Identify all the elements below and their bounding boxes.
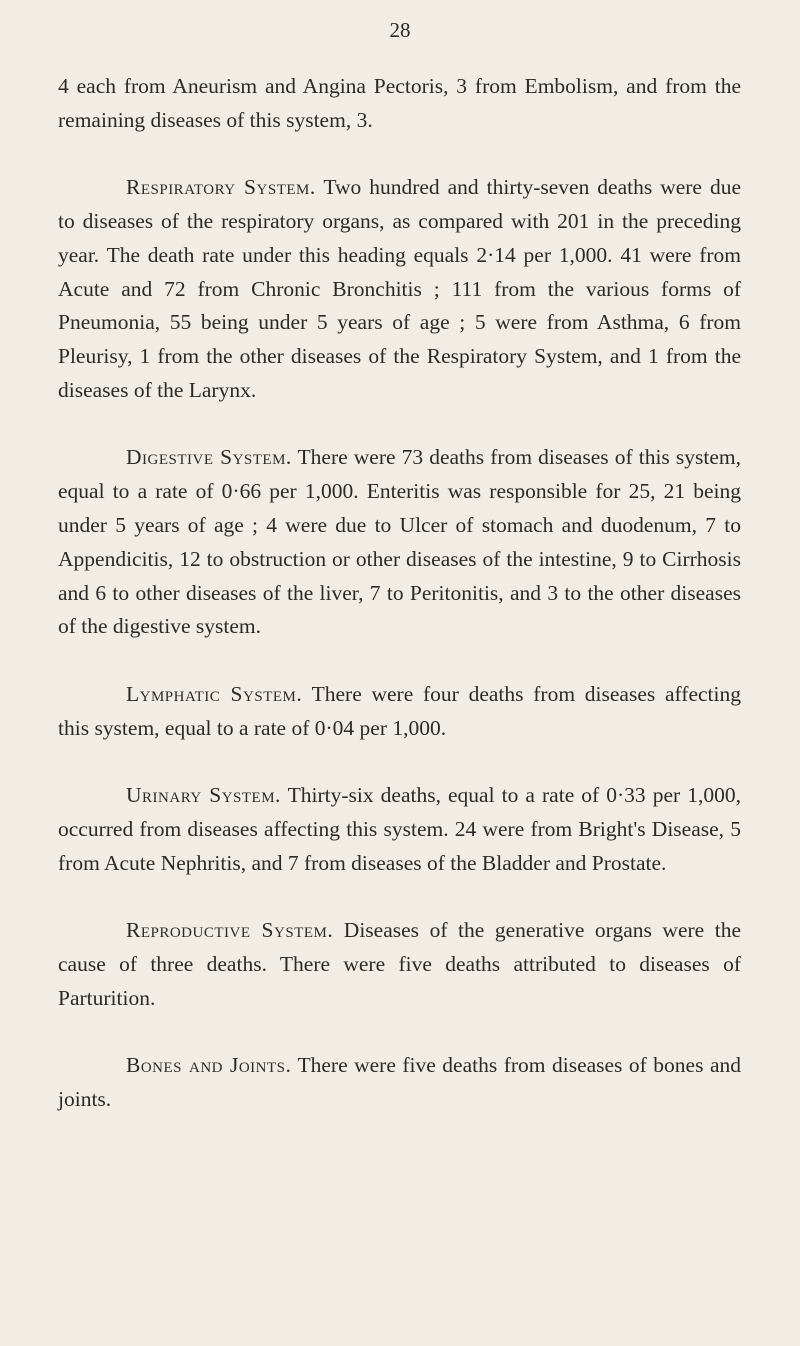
- document-body: [58, 70, 741, 1150]
- paragraph-respiratory-system: [58, 171, 741, 408]
- paragraph-digestive-system: [58, 441, 741, 644]
- page-number: 28: [389, 18, 411, 42]
- paragraph-text: 4 each from Aneurism and Angina Pectoris, 3 from Embolism, and from the remaining diseases of this system, 3.: [58, 74, 741, 132]
- paragraph-text: There were 73 deaths from diseases of this system, equal to a rate of 0·66 per 1,000. Enteritis was responsible for 25, 21 being under 5 years of age ; 4 were due to Ulcer of stomach and duodenum, 7 to Appendicitis, 12 to obstruction or other diseases of the intestine, 9 to Cirrhosis and 6 to other diseases of the liver, 7 to Peritonitis, and 3 to the other diseases of the digestive system.: [58, 445, 741, 639]
- paragraph-circulatory-continued: [58, 70, 741, 138]
- paragraph-text: Two hundred and thirty-seven deaths were due to diseases of the respiratory organs, as compared with 201 in the preceding year. The death rate under this heading equals 2·14 per 1,000. 41 were from Acute and 72 from Chronic Bronchitis ; 111 from the various forms of Pneumonia, 55 being under 5 years of age ; 5 were from Asthma, 6 from Pleurisy, 1 from the other diseases of the Respiratory System, and 1 from the diseases of the Larynx.: [58, 175, 741, 402]
- paragraph-bones-and-joints: [58, 1049, 741, 1117]
- paragraph-lymphatic-system: [58, 678, 741, 746]
- paragraph-text: There were five deaths from diseases of bones and joints.: [58, 1052, 741, 1111]
- paragraph-text: There were four deaths from diseases affecting this system, equal to a rate of 0·04 per 1,000.: [58, 681, 741, 740]
- paragraph-text: Thirty-six deaths, equal to a rate of 0·33 per 1,000, occurred from diseases affecting this system. 24 were from Bright's Disease, 5 from Acute Nephritis, and 7 from diseases of the Bladder and Prostate.: [58, 782, 741, 875]
- section-heading-reproductive: Reproductive System.: [126, 917, 334, 942]
- section-heading-respiratory: Respiratory System.: [126, 175, 316, 200]
- paragraph-urinary-system: [58, 779, 741, 880]
- section-heading-urinary: Urinary System.: [126, 782, 281, 807]
- section-heading-lymphatic: Lymphatic System.: [126, 681, 303, 706]
- section-heading-bones-joints: Bones and Joints.: [126, 1052, 292, 1077]
- paragraph-text: Diseases of the generative organs were the cause of three deaths. There were five deaths attributed to diseases of Parturition.: [58, 917, 742, 1010]
- section-heading-digestive: Digestive System.: [126, 445, 292, 470]
- paragraph-reproductive-system: [58, 914, 741, 1015]
